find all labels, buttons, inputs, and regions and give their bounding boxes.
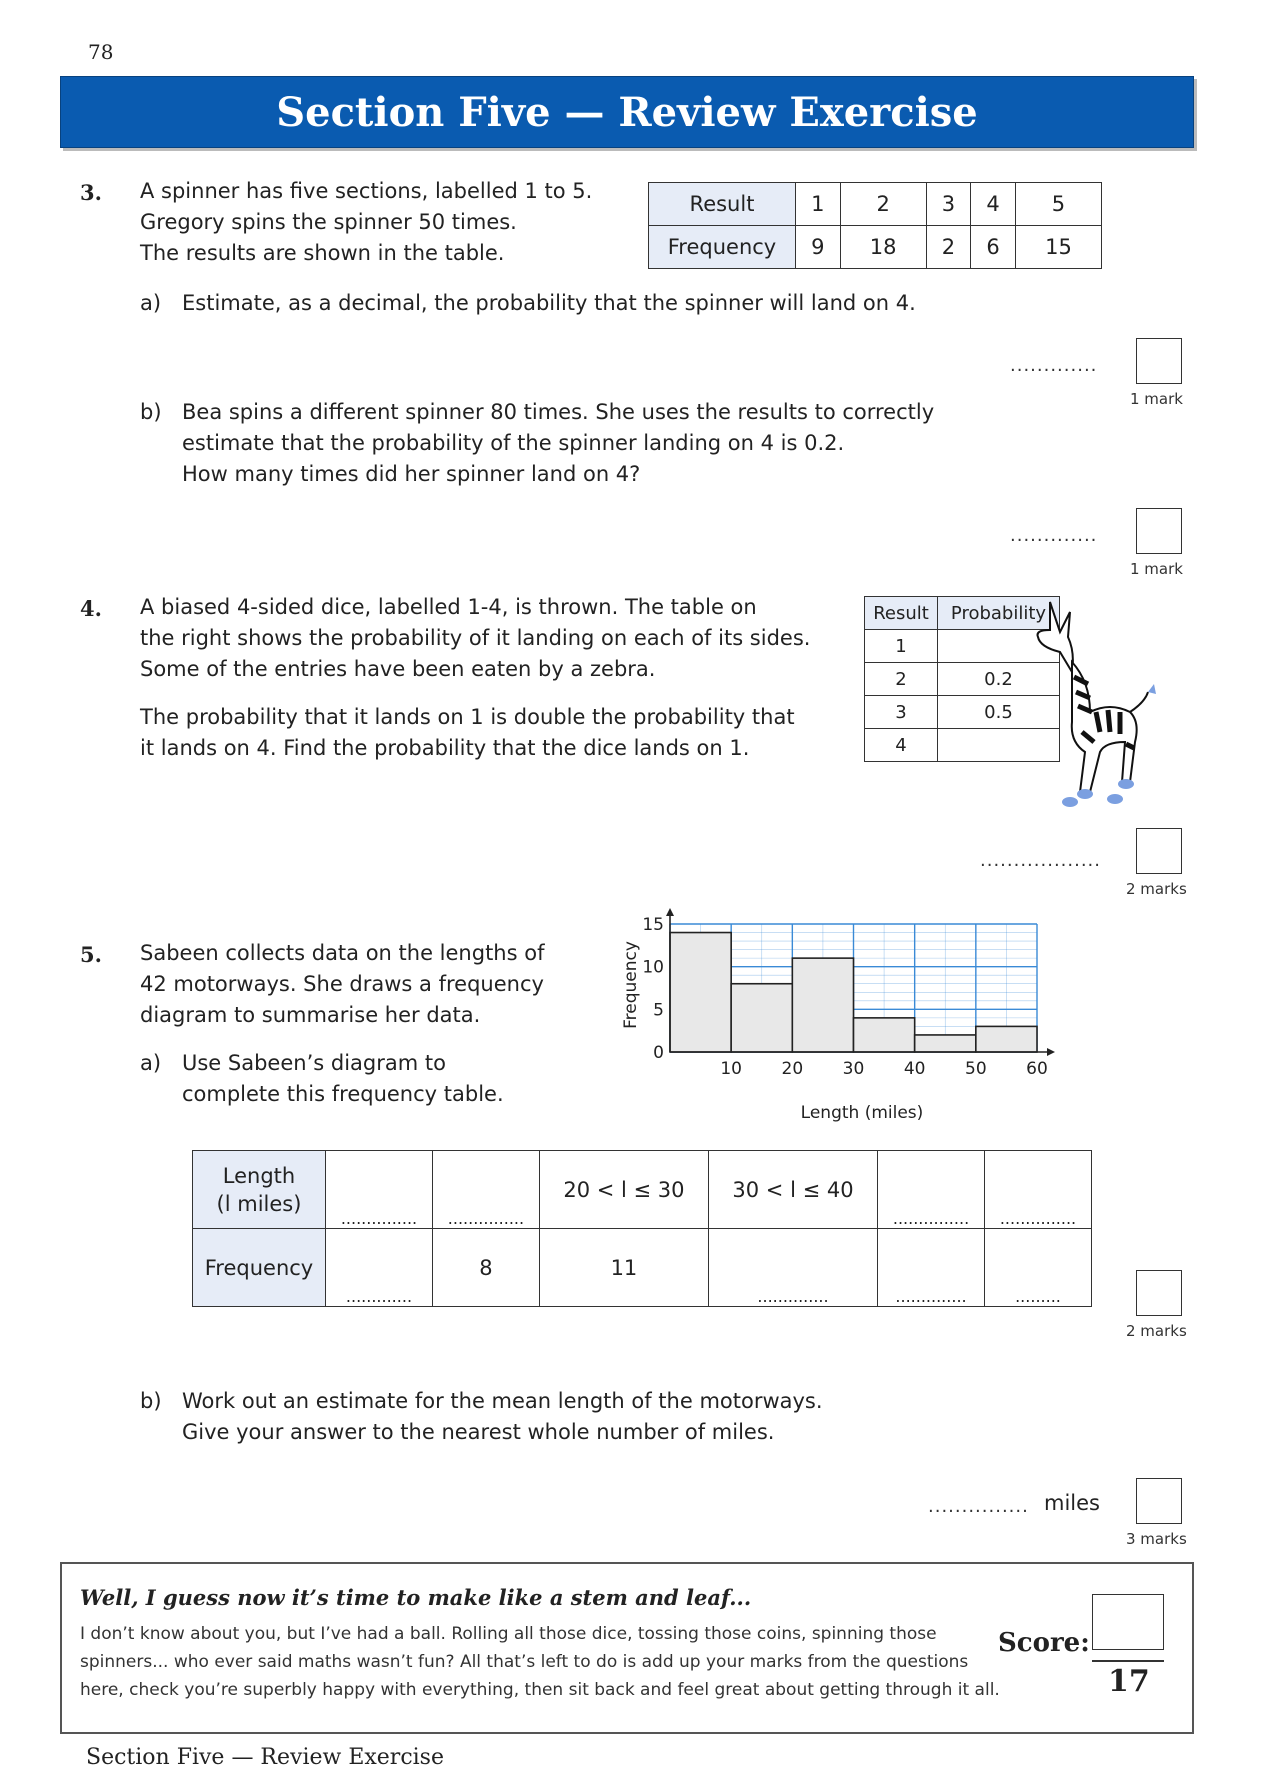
- row-label: [193, 1151, 326, 1229]
- q3-line: The results are shown in the table.: [140, 241, 505, 265]
- cell: 2: [926, 226, 971, 269]
- marks-label: 3 marks: [1126, 1530, 1187, 1548]
- hoof: [1062, 797, 1078, 807]
- q3b-text: [182, 397, 934, 490]
- q5a-label: a): [140, 1051, 162, 1075]
- q3b-label: b): [140, 400, 162, 424]
- frequency-cell: 8: [432, 1229, 539, 1307]
- x-tick-label: 50: [965, 1059, 987, 1079]
- spinner-table: [648, 182, 1102, 269]
- row-label: Frequency: [193, 1229, 326, 1307]
- cell: 5: [1015, 183, 1101, 226]
- cell: 1: [796, 183, 841, 226]
- length-cell[interactable]: ...............: [984, 1151, 1091, 1229]
- question-number: 5.: [80, 942, 102, 967]
- x-tick-label: 30: [842, 1059, 865, 1079]
- q5a-line: complete this frequency table.: [182, 1082, 504, 1106]
- x-tick-label: 60: [1026, 1059, 1048, 1079]
- length-cell[interactable]: ...............: [878, 1151, 985, 1229]
- q5-text: [140, 938, 600, 1031]
- mark-box[interactable]: [1136, 1270, 1182, 1316]
- frequency-cell[interactable]: .........: [984, 1229, 1091, 1307]
- mark-box[interactable]: [1136, 508, 1182, 554]
- summary-line: spinners... who ever said maths wasn’t fun? All that’s left to do is add up your marks from the questions: [80, 1652, 969, 1672]
- cell: 2: [840, 183, 926, 226]
- q5-line: 42 motorways. She draws a frequency: [140, 972, 544, 996]
- zebra-illustration: [1030, 592, 1160, 812]
- tail-tip: [1148, 684, 1156, 694]
- x-axis-arrow: [1047, 1048, 1055, 1056]
- question-number: 3.: [80, 180, 102, 205]
- y-axis-arrow: [666, 908, 674, 916]
- x-tick-label: 20: [781, 1059, 804, 1079]
- summary-text: [80, 1620, 1000, 1704]
- q5-line: Sabeen collects data on the lengths of: [140, 941, 545, 965]
- q3-line: A spinner has five sections, labelled 1 to 5.: [140, 179, 593, 203]
- q5a-text: [182, 1048, 504, 1110]
- unit-label: miles: [1044, 1491, 1100, 1515]
- mark-box[interactable]: [1136, 1478, 1182, 1524]
- q4-text: [140, 592, 860, 685]
- page-number: 78: [88, 40, 114, 64]
- col-header: Result: [865, 597, 938, 630]
- summary-title: Well, I guess now it’s time to make like a stem and leaf...: [80, 1585, 752, 1610]
- cell: 1: [865, 630, 938, 663]
- bar: [792, 958, 853, 1052]
- section-banner: [60, 76, 1194, 148]
- cell: 15: [1015, 226, 1101, 269]
- row-label: Frequency: [649, 226, 796, 269]
- q3b-line: How many times did her spinner land on 4?: [182, 462, 641, 486]
- hoof: [1118, 779, 1134, 789]
- score-box[interactable]: [1092, 1594, 1164, 1650]
- length-cell[interactable]: ...............: [432, 1151, 539, 1229]
- bar: [915, 1035, 976, 1052]
- summary-line: here, check you’re superbly happy with everything, then sit back and feel great about getting through it all.: [80, 1680, 1000, 1700]
- frequency-cell[interactable]: .............: [326, 1229, 433, 1307]
- y-tick-label: 5: [653, 1000, 664, 1021]
- cell: 18: [840, 226, 926, 269]
- q4-line: the right shows the probability of it landing on each of its sides.: [140, 626, 811, 650]
- x-axis-label: Length (miles): [800, 1103, 924, 1123]
- length-cell[interactable]: ...............: [326, 1151, 433, 1229]
- y-tick-label: 15: [642, 915, 664, 935]
- frequency-diagram: [600, 900, 1070, 1130]
- marks-label: 1 mark: [1130, 560, 1183, 578]
- q3a-text: Estimate, as a decimal, the probability that the spinner will land on 4.: [182, 291, 916, 315]
- score-total: 17: [1108, 1664, 1150, 1699]
- q3b-line: Bea spins a different spinner 80 times. She uses the results to correctly: [182, 400, 935, 424]
- mark-box[interactable]: [1136, 828, 1182, 874]
- q5-line: diagram to summarise her data.: [140, 1003, 481, 1027]
- cell: 3: [865, 696, 938, 729]
- y-tick-label: 0: [653, 1043, 664, 1063]
- q3-line: Gregory spins the spinner 50 times.: [140, 210, 517, 234]
- q4-text-2: [140, 702, 860, 764]
- q5b-label: b): [140, 1389, 162, 1413]
- x-tick-label: 40: [903, 1059, 926, 1079]
- cell: 6: [971, 226, 1016, 269]
- q5b-text: [182, 1386, 823, 1448]
- answer-line[interactable]: ...............: [928, 1496, 1029, 1517]
- question-number: 4.: [80, 596, 102, 621]
- cell: 2: [865, 663, 938, 696]
- bar: [976, 1026, 1037, 1052]
- hoof: [1107, 794, 1123, 804]
- mark-box[interactable]: [1136, 338, 1182, 384]
- col-header: Probability: [938, 597, 1060, 630]
- frequency-cell: 11: [539, 1229, 708, 1307]
- q5b-line: Give your answer to the nearest whole number of miles.: [182, 1420, 775, 1444]
- cell: 0.5: [938, 696, 1060, 729]
- hoof: [1077, 789, 1093, 799]
- score-divider: [1092, 1660, 1164, 1662]
- bar: [854, 1018, 915, 1052]
- q3b-line: estimate that the probability of the spinner landing on 4 is 0.2.: [182, 431, 845, 455]
- answer-line[interactable]: ..................: [980, 850, 1101, 871]
- score-label: Score:: [998, 1628, 1090, 1658]
- cell: 4: [971, 183, 1016, 226]
- cell: 4: [865, 729, 938, 762]
- q3-text: [140, 176, 640, 269]
- footer-title: Section Five — Review Exercise: [86, 1745, 444, 1770]
- q4-line: The probability that it lands on 1 is double the probability that: [140, 705, 795, 729]
- bar: [670, 933, 731, 1052]
- bar: [731, 984, 792, 1052]
- summary-line: I don’t know about you, but I’ve had a ball. Rolling all those dice, tossing those coins, spinning those: [80, 1624, 937, 1644]
- answer-line[interactable]: .............: [1010, 355, 1098, 376]
- cell: 3: [926, 183, 971, 226]
- cell: 9: [796, 226, 841, 269]
- frequency-cell[interactable]: ..............: [878, 1229, 985, 1307]
- x-tick-label: 10: [720, 1059, 742, 1079]
- q5a-line: Use Sabeen’s diagram to: [182, 1051, 446, 1075]
- q4-line: A biased 4-sided dice, labelled 1-4, is thrown. The table on: [140, 595, 757, 619]
- row-label: Result: [649, 183, 796, 226]
- row-label-line: (l miles): [216, 1191, 302, 1216]
- y-tick-label: 10: [642, 957, 664, 978]
- q3a-label: a): [140, 291, 162, 315]
- length-cell: 30 < l ≤ 40: [708, 1151, 877, 1229]
- q5b-line: Work out an estimate for the mean length of the motorways.: [182, 1389, 823, 1413]
- length-cell: 20 < l ≤ 30: [539, 1151, 708, 1229]
- q4-line: it lands on 4. Find the probability that the dice lands on 1.: [140, 736, 750, 760]
- marks-label: 2 marks: [1126, 880, 1187, 898]
- frequency-table: [192, 1150, 1092, 1307]
- answer-line[interactable]: .............: [1010, 525, 1098, 546]
- marks-label: 1 mark: [1130, 390, 1183, 408]
- row-label-line: Length: [222, 1163, 296, 1188]
- q4-line: Some of the entries have been eaten by a zebra.: [140, 657, 656, 681]
- marks-label: 2 marks: [1126, 1322, 1187, 1340]
- frequency-cell[interactable]: ..............: [708, 1229, 877, 1307]
- y-axis-label: Frequency: [621, 941, 641, 1029]
- cell: 0.2: [938, 663, 1060, 696]
- section-title: Section Five — Review Exercise: [276, 88, 978, 136]
